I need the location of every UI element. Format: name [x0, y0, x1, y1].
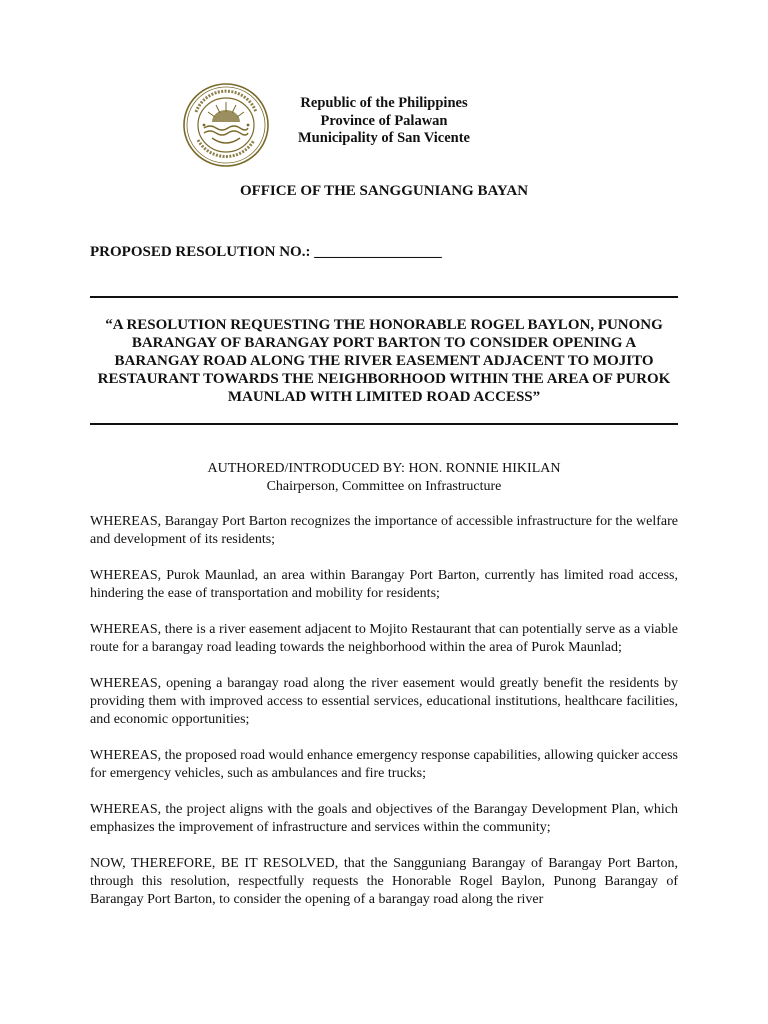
resolved-paragraph: NOW, THEREFORE, BE IT RESOLVED, that the Sangguniang Barangay of Barangay Port Barton, through this resolution, respectfully requests the Honorable Rogel Baylon, Punong Barangay of Barangay Port Barton, to consider the opening of a barangay road along the river: [90, 856, 678, 907]
resolution-number: PROPOSED RESOLUTION NO.: _________________: [90, 244, 442, 260]
author-block: [90, 460, 678, 496]
whereas-paragraph: WHEREAS, Purok Maunlad, an area within Barangay Port Barton, currently has limited road access, hindering the ease of transportation and mobility for residents;: [90, 568, 678, 601]
author-line: AUTHORED/INTRODUCED BY: HON. RONNIE HIKILAN: [207, 461, 561, 476]
letterhead-country: Republic of the Philippines: [300, 95, 468, 111]
whereas-paragraph: WHEREAS, opening a barangay road along the river easement would greatly benefit the residents by providing them with improved access to essential services, educational institutions, healthcare facilities, and economic opportunities;: [90, 676, 678, 727]
resolution-title: “A RESOLUTION REQUESTING THE HONORABLE ROGEL BAYLON, PUNONG BARANGAY OF BARANGAY PORT BARTON TO CONSIDER OPENING A BARANGAY ROAD ALONG THE RIVER EASEMENT ADJACENT TO MOJITO RESTAURANT TOWARDS THE NEIGHBORHOOD WITHIN THE AREA OF PUROK MAUNLAD WITH LIMITED ROAD ACCESS”: [97, 317, 671, 405]
letterhead-municipality: Municipality of San Vicente: [298, 130, 470, 146]
office-title: OFFICE OF THE SANGGUNIANG BAYAN: [239, 183, 529, 199]
author-role: Chairperson, Committee on Infrastructure: [266, 479, 502, 494]
bottom-divider: [90, 423, 678, 425]
resolution-body: [90, 513, 678, 927]
letterhead-province: Province of Palawan: [320, 112, 448, 129]
letterhead: [278, 95, 490, 148]
top-divider: [90, 296, 678, 298]
whereas-paragraph: WHEREAS, there is a river easement adjacent to Mojito Restaurant that can potentially serve as a viable route for a barangay road leading towards the neighborhood within the area of Purok Maunlad;: [90, 622, 678, 655]
whereas-paragraph: WHEREAS, the proposed road would enhance emergency response capabilities, allowing quicker access for emergency vehicles, such as ambulances and fire trucks;: [90, 748, 678, 781]
whereas-paragraph: WHEREAS, Barangay Port Barton recognizes the importance of accessible infrastructure for the welfare and development of its residents;: [90, 514, 678, 547]
whereas-paragraph: WHEREAS, the project aligns with the goals and objectives of the Barangay Development Plan, which emphasizes the improvement of infrastructure and services within the community;: [90, 802, 678, 835]
municipal-seal-icon: [182, 82, 270, 168]
